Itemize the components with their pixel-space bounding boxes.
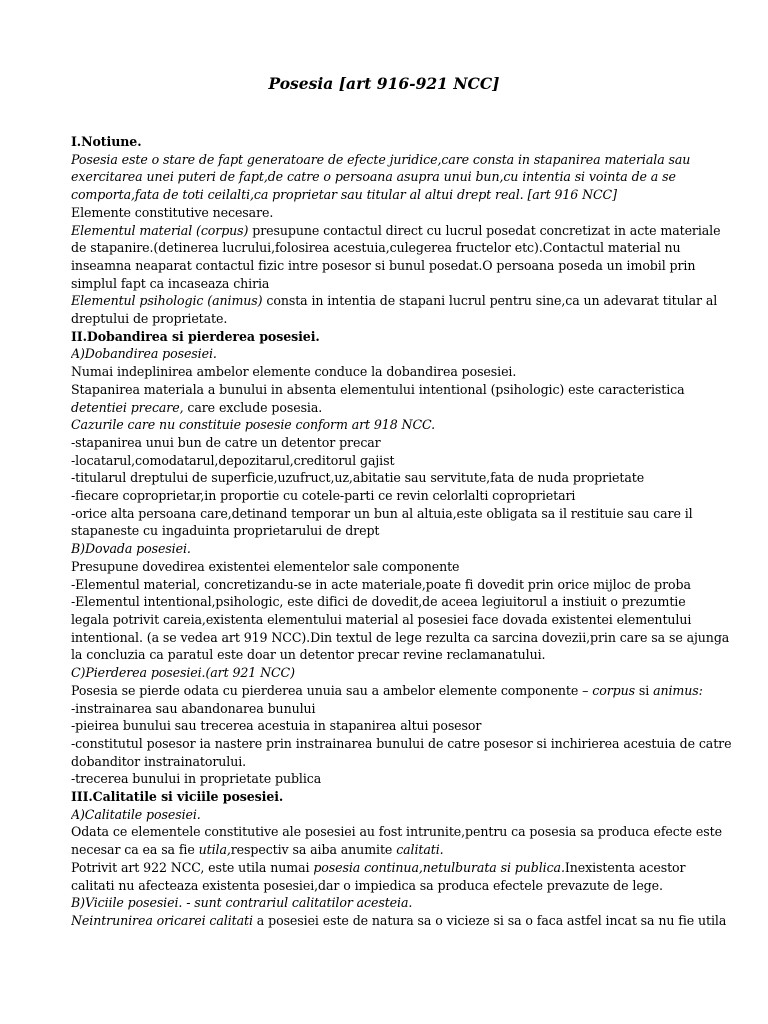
text-line xyxy=(71,753,732,771)
text-segment: Cazurile care nu constituie posesie conform art 918 NCC. xyxy=(71,417,435,433)
text-line xyxy=(71,168,732,186)
text-segment: a posesiei este de natura sa o vicieze si sa o faca astfel incat sa nu fie utila xyxy=(252,912,727,928)
text-line xyxy=(71,452,732,470)
text-segment: comporta,fata de toti ceilalti,ca proprietar sau titular al altui drept real. [art 916 NCC] xyxy=(71,187,617,203)
text-segment: Elementul material (corpus) xyxy=(71,222,249,238)
text-line xyxy=(71,912,732,930)
text-line xyxy=(71,363,732,381)
text-line xyxy=(71,505,732,523)
text-line xyxy=(71,859,732,877)
text-line xyxy=(71,806,732,824)
text-segment: Potrivit art 922 NCC, este utila numai xyxy=(71,859,314,875)
text-segment: intentional. (a se vedea art 919 NCC).Din textul de lege rezulta ca sarcina dovezii,prin care sa se ajunga xyxy=(71,629,730,645)
text-segment: exercitarea unei puteri de fapt,de catre o persoana asupra unui bun,cu intentia si vointa de a se xyxy=(71,169,676,185)
text-segment: de stapanire.(detinerea lucrului,folosirea acestuia,culegerea fructelor etc).Contactul material nu xyxy=(71,240,681,256)
text-segment: -orice alta persoana care,detinand temporar un bun al altuia,este obligata sa il restituie sau care il xyxy=(71,505,693,521)
text-segment: Neintrunirea oricarei calitati xyxy=(71,912,253,928)
text-segment: legala potrivit careia,existenta elementului material al posesiei face dovada existentei elementului xyxy=(71,611,692,627)
section-heading xyxy=(71,133,732,151)
text-segment: la concluzia ca paratul este doar un detentor precar revine reclamanatului. xyxy=(71,647,546,663)
text-line xyxy=(71,239,732,257)
text-line xyxy=(71,770,732,788)
text-segment: -instrainarea sau abandonarea bunului xyxy=(71,700,316,716)
text-segment: Elementul psihologic (animus) xyxy=(71,293,263,309)
text-segment: II.Dobandirea si pierderea posesiei. xyxy=(71,328,320,344)
document-body xyxy=(71,133,732,930)
text-line xyxy=(71,611,732,629)
text-segment: A)Dobandirea posesiei. xyxy=(71,346,217,362)
text-line xyxy=(71,275,732,293)
text-line xyxy=(71,558,732,576)
text-segment: -pieirea bunului sau trecerea acestuia in stapanirea altui posesor xyxy=(71,718,482,734)
text-segment: si xyxy=(634,682,654,698)
text-segment: posesia continua,netulburata si publica. xyxy=(313,859,565,875)
text-segment: calitati nu afecteaza existenta posesiei,dar o impiedica sa produca efectele prevazute de lege. xyxy=(71,877,663,893)
section-heading xyxy=(71,328,732,346)
text-segment: care exclude posesia. xyxy=(183,399,323,415)
text-segment: -Elementul intentional,psihologic, este difici de dovedit,de aceea legiuitorul a instiuit o prezumtie xyxy=(71,594,686,610)
text-line xyxy=(71,292,732,310)
text-segment: III.Calitatile si viciile posesiei. xyxy=(71,789,284,805)
text-segment: dreptului de proprietate. xyxy=(71,311,228,327)
text-line xyxy=(71,310,732,328)
text-segment: stapaneste cu ingaduinta proprietarului de drept xyxy=(71,523,380,539)
text-line xyxy=(71,151,732,169)
text-segment: Elemente constitutive necesare. xyxy=(71,204,274,220)
text-segment: Posesia se pierde odata cu pierderea unuia sau a ambelor elemente componente – xyxy=(71,682,593,698)
text-segment: Stapanirea materiala a bunului in absenta elementului intentional (psihologic) este caracteristica xyxy=(71,381,685,397)
text-line xyxy=(71,894,732,912)
text-segment: presupune contactul direct cu lucrul posedat concretizat in acte materiale xyxy=(248,222,721,238)
text-segment: dobanditor instrainatorului. xyxy=(71,753,247,769)
text-segment: A)Calitatile posesiei. xyxy=(71,806,201,822)
text-line xyxy=(71,257,732,275)
text-line xyxy=(71,700,732,718)
text-segment: C)Pierderea posesiei.(art 921 NCC) xyxy=(71,665,295,681)
text-segment: animus: xyxy=(653,682,703,698)
text-line xyxy=(71,222,732,240)
text-line xyxy=(71,841,732,859)
text-segment: Presupune dovedirea existentei elementelor sale componente xyxy=(71,558,460,574)
section-heading xyxy=(71,788,732,806)
text-segment: B)Dovada posesiei. xyxy=(71,541,191,557)
text-line xyxy=(71,487,732,505)
text-segment: calitati. xyxy=(396,842,444,858)
text-line xyxy=(71,381,732,399)
text-line xyxy=(71,682,732,700)
text-segment: -Elementul material, concretizandu-se in acte materiale,poate fi dovedit prin orice mijloc de proba xyxy=(71,576,691,592)
text-line xyxy=(71,664,732,682)
text-line xyxy=(71,434,732,452)
text-segment: Inexistenta acestor xyxy=(564,859,686,875)
text-line xyxy=(71,540,732,558)
text-line xyxy=(71,877,732,895)
text-line xyxy=(71,469,732,487)
text-segment: Numai indeplinirea ambelor elemente conduce la dobandirea posesiei. xyxy=(71,364,517,380)
text-segment: inseamna neaparat contactul fizic intre posesor si bunul posedat.O persoana poseda un imobil prin xyxy=(71,257,696,273)
text-segment: B)Viciile posesiei. - sunt contrariul calitatilor acesteia. xyxy=(71,895,413,911)
text-segment: -trecerea bunului in proprietate publica xyxy=(71,771,322,787)
text-segment: Posesia este o stare de fapt generatoare de efecte juridice,care consta in stapanirea materiala sau xyxy=(71,151,691,167)
text-line xyxy=(71,522,732,540)
text-segment: I.Notiune. xyxy=(71,134,142,149)
text-line xyxy=(71,399,732,417)
text-segment: consta in intentia de stapani lucrul pentru sine,ca un adevarat titular al xyxy=(262,293,718,309)
text-segment: -constitutul posesor ia nastere prin instrainarea bunului de catre posesor si inchirierea acestuia de catre xyxy=(71,735,732,751)
text-segment: -stapanirea unui bun de catre un detentor precar xyxy=(71,434,381,450)
text-line xyxy=(71,735,732,753)
text-line xyxy=(71,717,732,735)
text-line xyxy=(71,646,732,664)
text-line xyxy=(71,576,732,594)
text-line xyxy=(71,593,732,611)
text-line xyxy=(71,204,732,222)
text-line xyxy=(71,345,732,363)
text-segment: necesar ca ea sa fie xyxy=(71,842,199,858)
text-segment: -titularul dreptului de superficie,uzufruct,uz,abitatie sau servitute,fata de nuda proprietate xyxy=(71,470,645,486)
text-segment: -locatarul,comodatarul,depozitarul,creditorul gajist xyxy=(71,452,395,468)
text-segment: respectiv sa aiba anumite xyxy=(230,842,397,858)
text-segment: utila, xyxy=(198,842,231,858)
text-segment: detentiei precare, xyxy=(71,399,184,415)
text-segment: -fiecare coproprietar,in proportie cu cotele-parti ce revin celorlalti coproprietari xyxy=(71,488,576,504)
text-line xyxy=(71,823,732,841)
text-line xyxy=(71,416,732,434)
text-segment: simplul fapt ca incaseaza chiria xyxy=(71,275,270,291)
text-segment: Odata ce elementele constitutive ale posesiei au fost intrunite,pentru ca posesia sa produca efecte este xyxy=(71,824,722,840)
text-line xyxy=(71,629,732,647)
document-title: Posesia [art 916-921 NCC] xyxy=(268,74,500,93)
text-line xyxy=(71,186,732,204)
text-segment: corpus xyxy=(592,682,635,698)
